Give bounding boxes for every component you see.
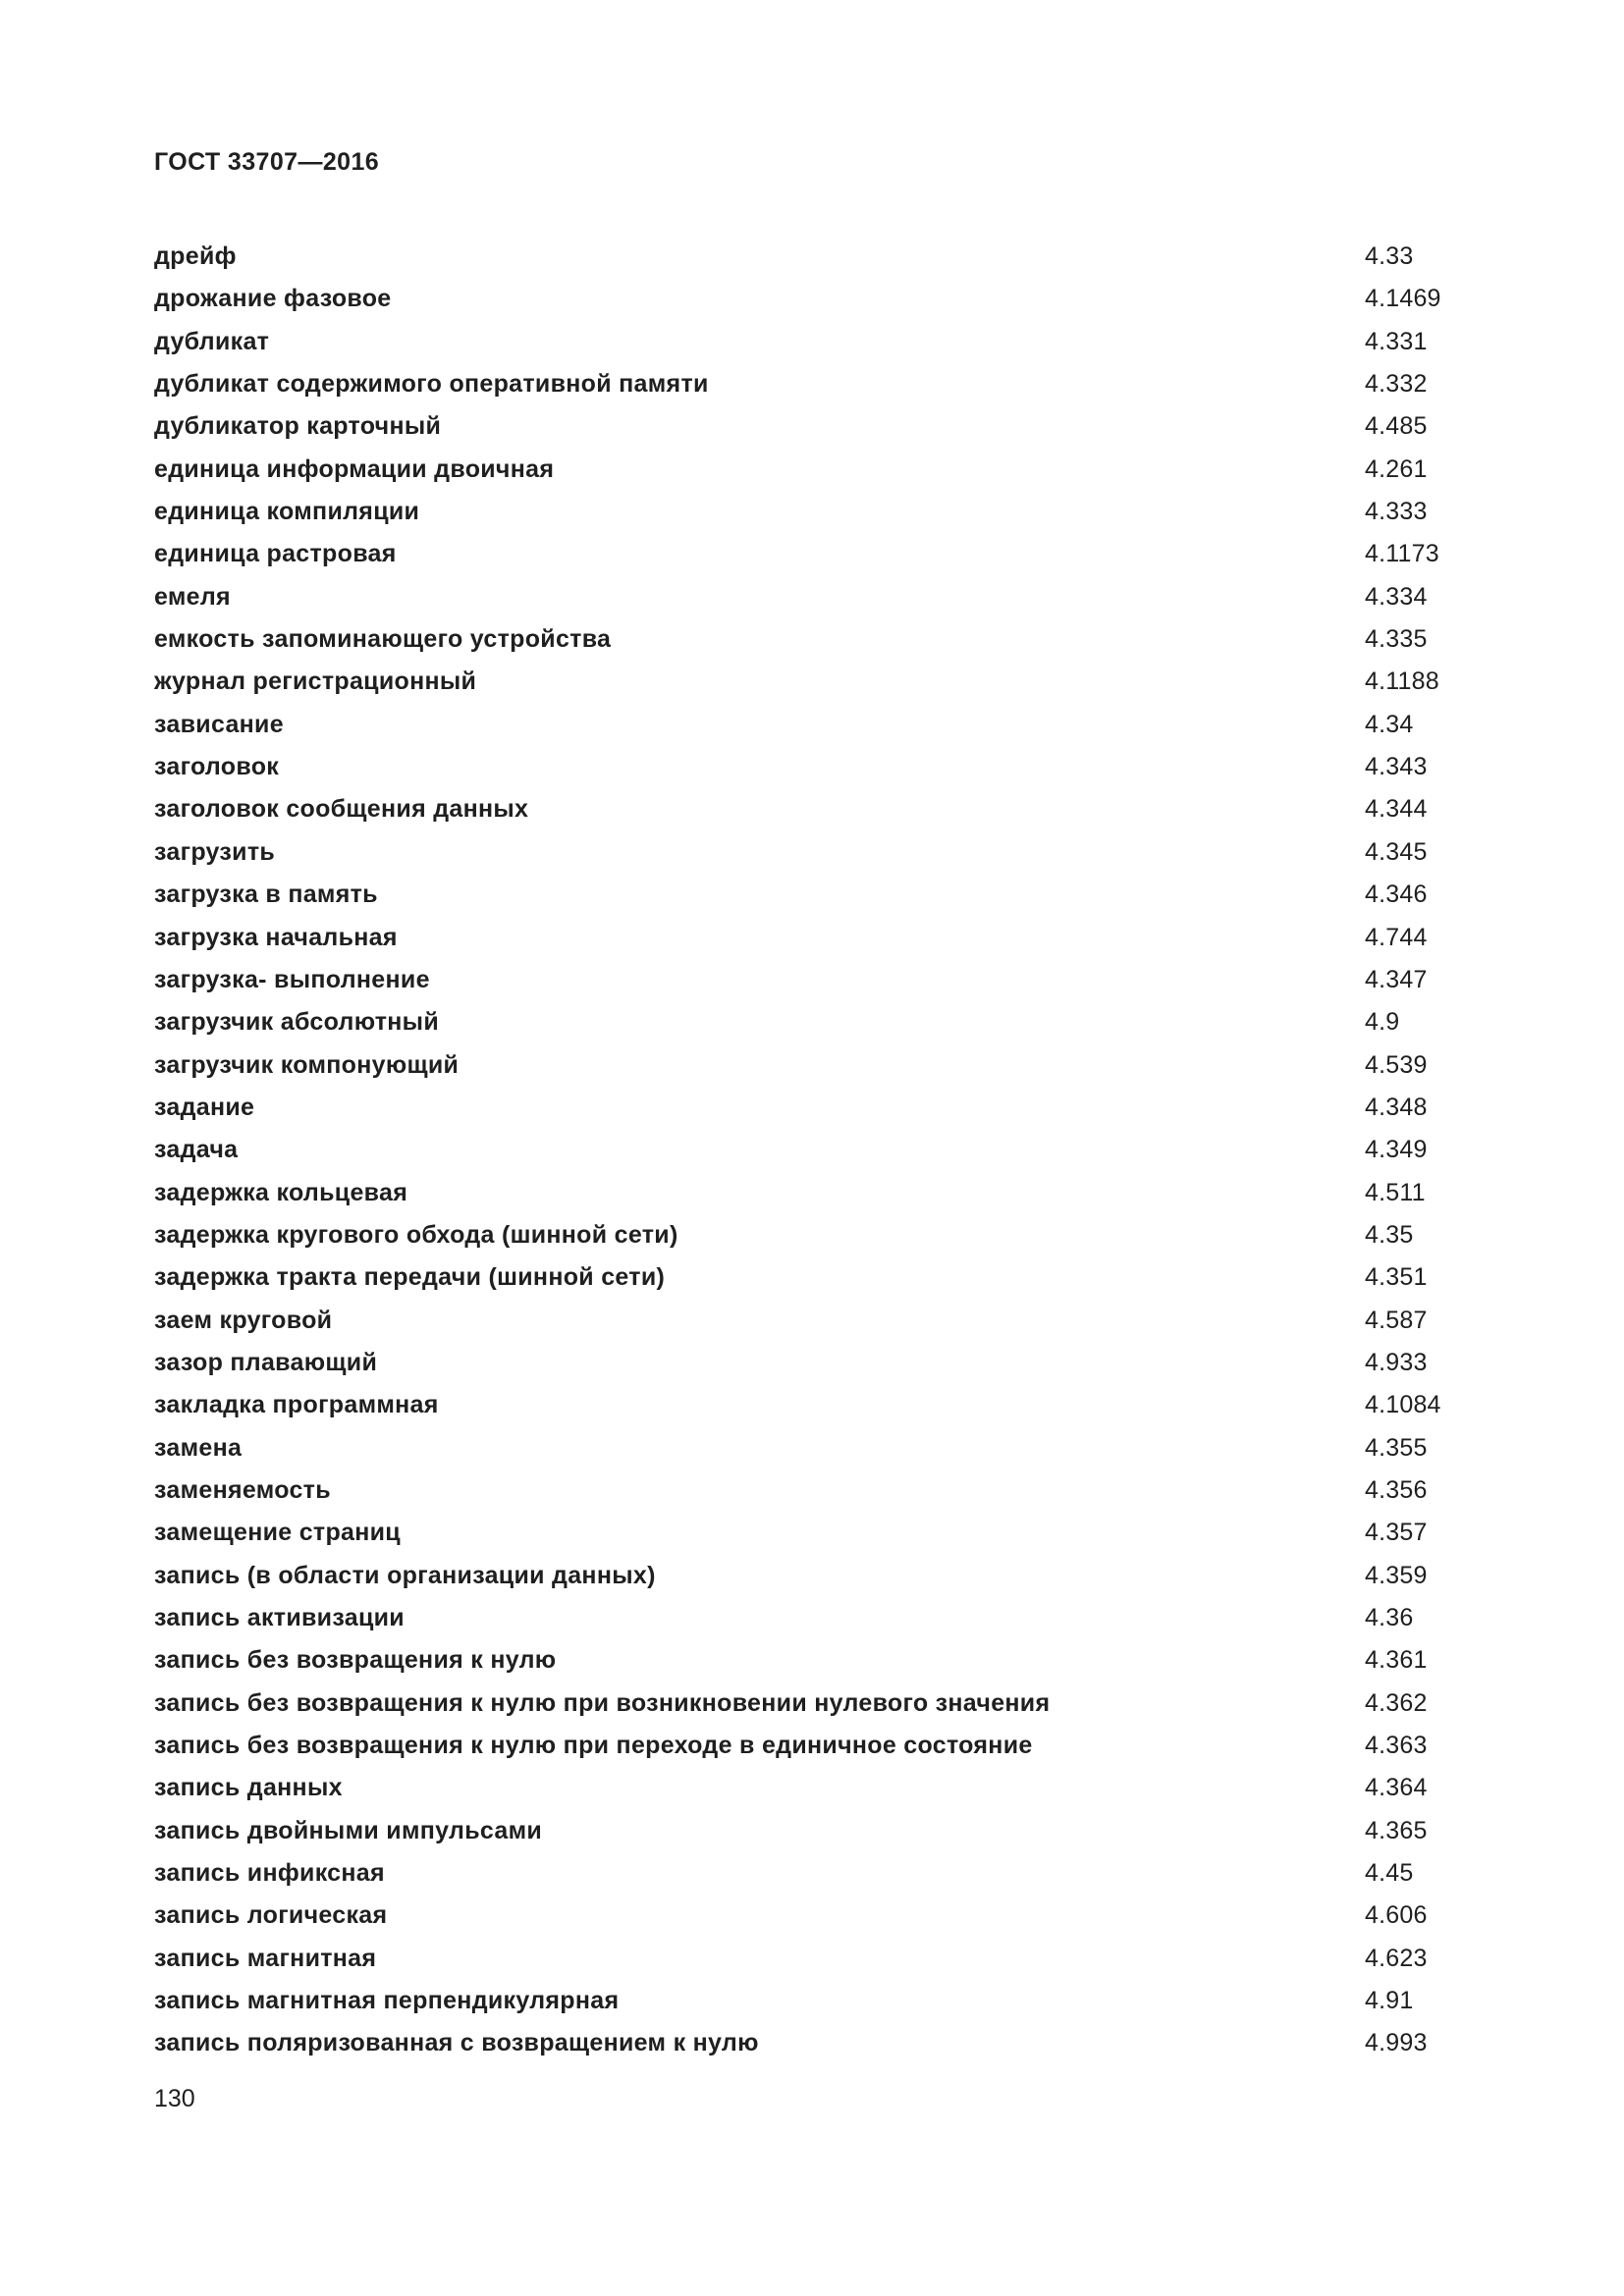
index-term: запись активизации xyxy=(154,1604,405,1631)
index-reference-number: 4.343 xyxy=(1365,753,1428,781)
index-reference-number: 4.1188 xyxy=(1365,667,1439,696)
index-reference-number: 4.933 xyxy=(1365,1348,1428,1376)
index-entry xyxy=(154,1512,1470,1554)
index-reference-number: 4.587 xyxy=(1365,1306,1428,1334)
index-reference-number: 4.344 xyxy=(1365,795,1428,824)
index-reference-number: 4.606 xyxy=(1365,1901,1428,1930)
index-term: емеля xyxy=(154,582,231,611)
index-entry xyxy=(154,1555,1470,1597)
index-term: заем круговой xyxy=(154,1306,333,1334)
index-entry xyxy=(154,533,1470,575)
index-entry xyxy=(154,917,1470,959)
index-term: загрузить xyxy=(154,837,276,866)
index-entry xyxy=(154,1172,1470,1214)
index-term: загрузчик абсолютный xyxy=(154,1008,439,1037)
index-reference-number: 4.346 xyxy=(1365,881,1428,909)
index-reference-number: 4.345 xyxy=(1365,837,1428,866)
index-entry xyxy=(154,959,1470,1001)
index-term: запись поляризованная с возвращением к нулю xyxy=(154,2029,759,2057)
index-term: запись логическая xyxy=(154,1901,388,1930)
index-reference-number: 4.261 xyxy=(1365,454,1428,483)
index-reference-number: 4.993 xyxy=(1365,2029,1428,2057)
index-reference-number: 4.364 xyxy=(1365,1774,1428,1802)
document-code-header: ГОСТ 33707—2016 xyxy=(154,148,380,176)
index-entry xyxy=(154,618,1470,661)
index-entry xyxy=(154,1129,1470,1171)
index-term: запись инфиксная xyxy=(154,1859,385,1888)
index-term: загрузка в память xyxy=(154,881,378,909)
index-reference-number: 4.9 xyxy=(1365,1008,1400,1037)
index-reference-number: 4.511 xyxy=(1365,1178,1426,1206)
index-term: запись (в области организации данных) xyxy=(154,1561,656,1589)
index-entry xyxy=(154,1639,1470,1682)
index-term: загрузка- выполнение xyxy=(154,965,430,993)
index-reference-number: 4.1173 xyxy=(1365,540,1439,568)
index-term: заголовок xyxy=(154,753,280,781)
index-reference-number: 4.623 xyxy=(1365,1944,1428,1972)
index-entry xyxy=(154,1852,1470,1895)
index-term: замена xyxy=(154,1433,243,1462)
index-term: зазор плавающий xyxy=(154,1348,378,1376)
index-reference-number: 4.744 xyxy=(1365,923,1428,951)
index-entry xyxy=(154,321,1470,363)
index-entry xyxy=(154,576,1470,618)
index-reference-number: 4.361 xyxy=(1365,1646,1428,1675)
index-reference-number: 4.34 xyxy=(1365,710,1414,738)
index-reference-number: 4.91 xyxy=(1365,1987,1414,2015)
index-reference-number: 4.351 xyxy=(1365,1263,1428,1292)
index-reference-number: 4.348 xyxy=(1365,1093,1428,1121)
index-term: журнал регистрационный xyxy=(154,667,477,696)
index-term: единица растровая xyxy=(154,540,397,568)
index-reference-number: 4.1084 xyxy=(1365,1391,1441,1419)
index-entry xyxy=(154,1980,1470,2022)
index-reference-number: 4.1469 xyxy=(1365,285,1441,313)
index-term: запись без возвращения к нулю xyxy=(154,1646,557,1675)
index-term: дубликатор карточный xyxy=(154,412,442,441)
index-term: задержка кругового обхода (шинной сети) xyxy=(154,1220,678,1249)
index-reference-number: 4.349 xyxy=(1365,1136,1428,1164)
index-term: запись магнитная перпендикулярная xyxy=(154,1987,620,2015)
index-entry xyxy=(154,746,1470,788)
index-reference-number: 4.333 xyxy=(1365,498,1428,526)
index-entry xyxy=(154,704,1470,746)
index-entry xyxy=(154,874,1470,916)
index-entry xyxy=(154,363,1470,405)
index-entry xyxy=(154,1469,1470,1512)
index-term: задание xyxy=(154,1093,255,1121)
index-reference-number: 4.356 xyxy=(1365,1475,1428,1504)
index-entry xyxy=(154,1044,1470,1087)
index-reference-number: 4.539 xyxy=(1365,1050,1428,1079)
index-entry xyxy=(154,449,1470,491)
index-entry xyxy=(154,831,1470,874)
index-reference-number: 4.334 xyxy=(1365,582,1428,611)
index-entry xyxy=(154,661,1470,703)
index-entry xyxy=(154,1938,1470,1980)
index-reference-number: 4.365 xyxy=(1365,1816,1428,1844)
index-entry xyxy=(154,1725,1470,1767)
index-term: замещение страниц xyxy=(154,1519,401,1547)
index-reference-number: 4.485 xyxy=(1365,412,1428,441)
index-term: задержка кольцевая xyxy=(154,1178,408,1206)
index-term: задача xyxy=(154,1136,239,1164)
index-entry xyxy=(154,1384,1470,1426)
index-reference-number: 4.45 xyxy=(1365,1859,1414,1888)
index-term: заголовок сообщения данных xyxy=(154,795,529,824)
index-entry xyxy=(154,1895,1470,1937)
index-term: дрожание фазовое xyxy=(154,285,392,313)
index-term: задержка тракта передачи (шинной сети) xyxy=(154,1263,666,1292)
index-term: закладка программная xyxy=(154,1391,439,1419)
index-term: загрузка начальная xyxy=(154,923,398,951)
index-term: дубликат xyxy=(154,327,270,355)
index-entry xyxy=(154,1597,1470,1639)
index-reference-number: 4.33 xyxy=(1365,242,1414,270)
index-reference-number: 4.357 xyxy=(1365,1519,1428,1547)
index-term: запись без возвращения к нулю при переходе в единичное состояние xyxy=(154,1732,1033,1760)
index-reference-number: 4.332 xyxy=(1365,370,1428,399)
index-term: дубликат содержимого оперативной памяти xyxy=(154,370,709,399)
index-reference-number: 4.359 xyxy=(1365,1561,1428,1589)
index-entry xyxy=(154,405,1470,448)
index-entry xyxy=(154,1214,1470,1256)
index-term: зависание xyxy=(154,710,284,738)
page-number: 130 xyxy=(154,2085,195,2112)
index-entry xyxy=(154,1087,1470,1129)
index-term: заменяемость xyxy=(154,1475,331,1504)
index-entry xyxy=(154,236,1470,278)
index-entry xyxy=(154,278,1470,320)
index-entry xyxy=(154,2022,1470,2064)
index-term: запись магнитная xyxy=(154,1944,377,1972)
index-entry xyxy=(154,491,1470,533)
index-reference-number: 4.355 xyxy=(1365,1433,1428,1462)
index-entry xyxy=(154,1001,1470,1043)
index-term: запись двойными импульсами xyxy=(154,1816,543,1844)
index-reference-number: 4.35 xyxy=(1365,1220,1414,1249)
index-entry xyxy=(154,1810,1470,1852)
index-reference-number: 4.363 xyxy=(1365,1732,1428,1760)
index-entry xyxy=(154,788,1470,830)
index-reference-number: 4.331 xyxy=(1365,327,1428,355)
index-entry xyxy=(154,1682,1470,1725)
alphabetical-index-list xyxy=(154,236,1470,2065)
index-reference-number: 4.362 xyxy=(1365,1688,1428,1717)
index-reference-number: 4.36 xyxy=(1365,1604,1414,1631)
index-entry xyxy=(154,1342,1470,1384)
index-term: загрузчик компонующий xyxy=(154,1050,460,1079)
index-reference-number: 4.335 xyxy=(1365,625,1428,654)
index-term: запись данных xyxy=(154,1774,343,1802)
index-entry xyxy=(154,1767,1470,1809)
index-term: единица компиляции xyxy=(154,498,420,526)
index-entry xyxy=(154,1256,1470,1299)
index-term: единица информации двоичная xyxy=(154,454,555,483)
index-reference-number: 4.347 xyxy=(1365,965,1428,993)
index-term: дрейф xyxy=(154,242,237,270)
index-term: емкость запоминающего устройства xyxy=(154,625,612,654)
index-entry xyxy=(154,1427,1470,1469)
index-entry xyxy=(154,1300,1470,1342)
index-term: запись без возвращения к нулю при возникновении нулевого значения xyxy=(154,1688,1051,1717)
